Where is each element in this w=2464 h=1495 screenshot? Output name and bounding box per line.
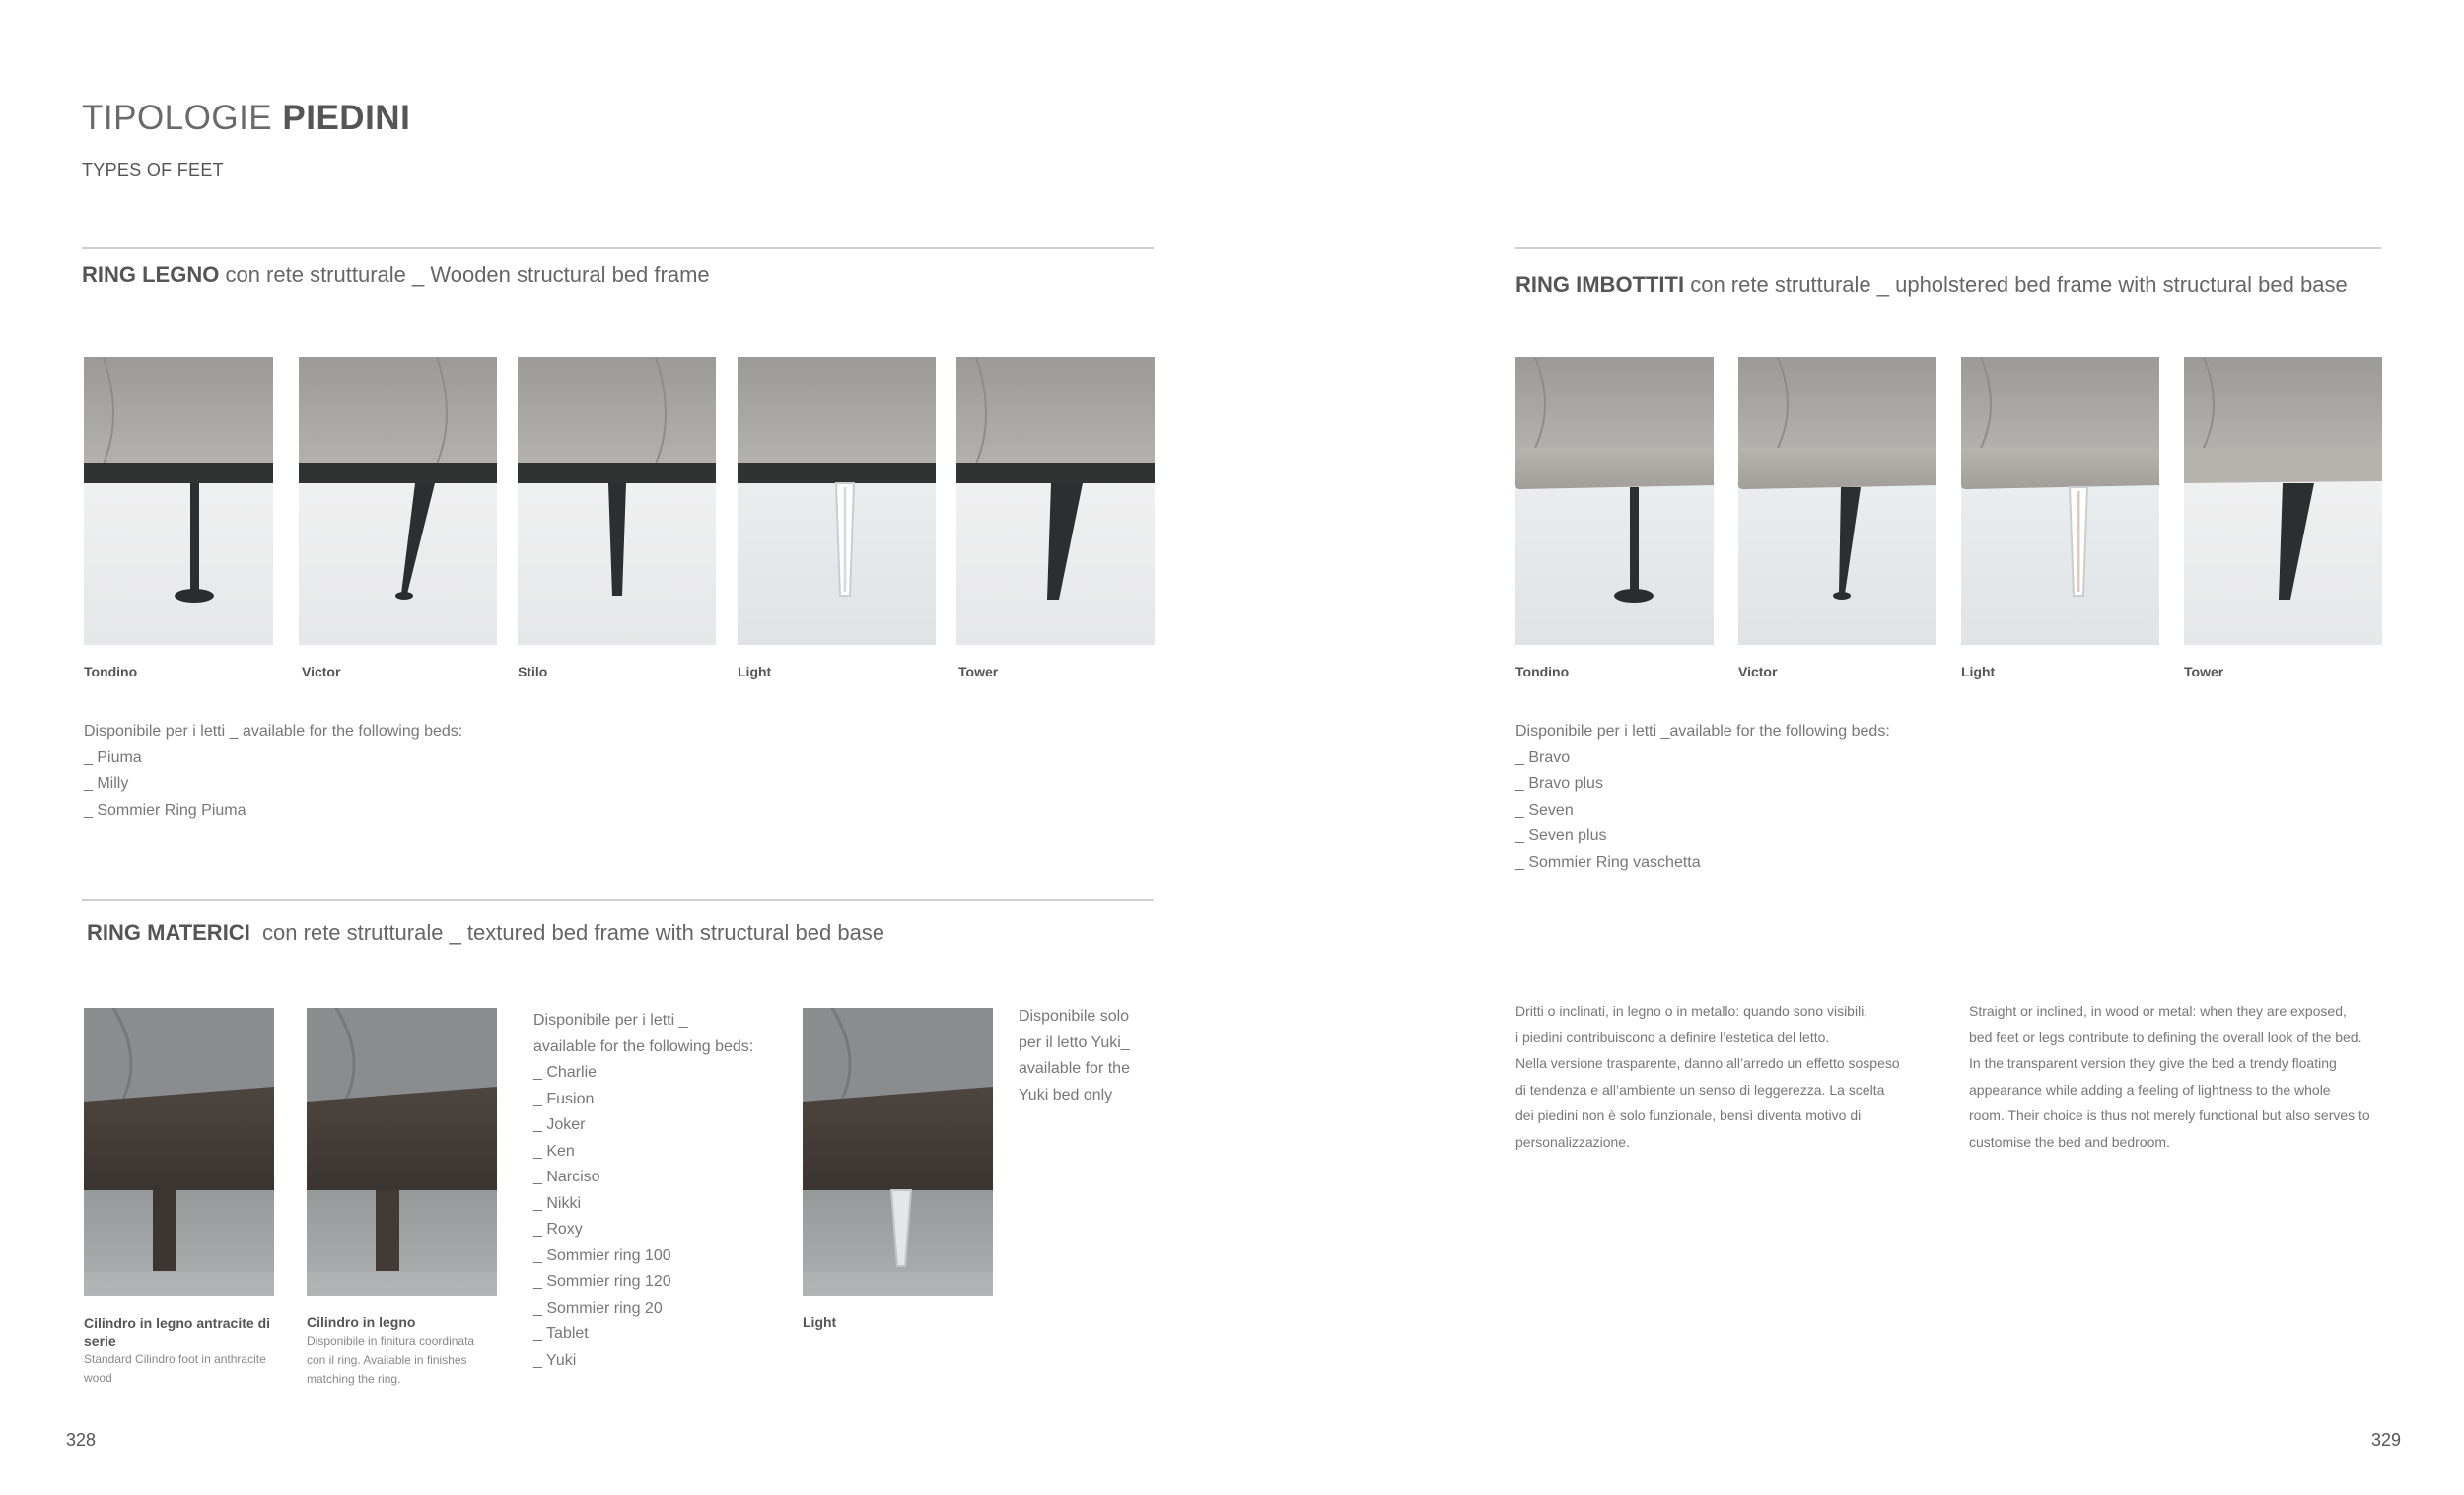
caption-victor: Victor <box>302 664 341 679</box>
caption-light-materici: Light <box>803 1315 837 1330</box>
list-item: _ Yuki <box>533 1351 577 1369</box>
caption-light: Light <box>1961 664 1996 679</box>
list-item: _ Nikki <box>533 1194 582 1212</box>
list-item: _ Fusion <box>533 1090 595 1107</box>
photo-tower-wood <box>956 357 1155 645</box>
availability-list-materici <box>533 1008 753 1374</box>
list-item: _ Seven plus <box>1515 827 1607 844</box>
description-italian <box>1515 998 1949 1155</box>
availability-intro: Disponibile per i letti _ <box>533 1012 688 1029</box>
availability-list-imbottiti <box>1515 719 1890 876</box>
note-cilindro-legno: Disponibile in finitura coordinata con il ring. Available in finishes matching the ring. <box>307 1334 475 1386</box>
yuki-only-note <box>1019 1004 1130 1108</box>
note-line: Yuki bed only <box>1019 1086 1113 1103</box>
photo-victor-upholstered <box>1738 357 1936 645</box>
caption-tower: Tower <box>2184 664 2224 679</box>
photo-cilindro-antracite <box>84 1008 274 1296</box>
title-bold: PIEDINI <box>282 99 411 137</box>
note-line: per il letto Yuki_ <box>1019 1033 1130 1051</box>
paragraph-line: Straight or inclined, in wood or metal: when they are exposed, <box>1969 1003 2347 1019</box>
list-item: _ Roxy <box>533 1221 583 1238</box>
paragraph-line: In the transparent version they give the bed a trendy floating <box>1969 1055 2337 1071</box>
list-item: _ Sommier ring 20 <box>533 1299 663 1317</box>
paragraph-line: customise the bed and bedroom. <box>1969 1133 2170 1150</box>
list-item: _ Bravo plus <box>1515 775 1603 792</box>
page-title <box>82 99 410 138</box>
paragraph-line: room. Their choice is thus not merely functional but also serves to <box>1969 1107 2370 1123</box>
description-english <box>1969 998 2403 1155</box>
list-item: _ Sommier ring 100 <box>533 1246 671 1264</box>
list-item: _ Seven <box>1515 801 1574 819</box>
photo-stilo-wood <box>518 357 716 645</box>
page-number-right: 329 <box>2371 1430 2402 1450</box>
photo-tower-upholstered <box>2184 357 2382 645</box>
paragraph-line: Nella versione trasparente, danno all’arredo un effetto sospeso <box>1515 1055 1900 1071</box>
list-item: _ Piuma <box>84 748 142 766</box>
section-heading-ring-imbottiti <box>1515 272 2348 298</box>
photo-cilindro-legno <box>307 1008 497 1296</box>
section-heading-ring-legno <box>82 262 710 288</box>
section-divider <box>82 247 1154 249</box>
caption-cilindro-antracite: Cilindro in legno antracite di serie <box>84 1316 271 1349</box>
availability-intro: Disponibile per i letti _available for the following beds: <box>1515 723 1890 740</box>
note-line: available for the <box>1019 1060 1130 1077</box>
heading-rest: con rete strutturale _ Wooden structural bed frame <box>225 262 710 287</box>
list-item: _ Sommier Ring vaschetta <box>1515 853 1701 871</box>
paragraph-line: Dritti o inclinati, in legno o in metallo: quando sono visibili, <box>1515 1003 1868 1019</box>
note-line: Disponibile solo <box>1019 1008 1130 1025</box>
heading-bold: RING IMBOTTITI <box>1515 272 1685 297</box>
list-item: _ Sommier ring 120 <box>533 1273 671 1290</box>
paragraph-line: i piedini contribuiscono a definire l’estetica del letto. <box>1515 1029 1830 1045</box>
heading-bold: RING MATERICI <box>87 920 250 945</box>
section-divider <box>82 899 1154 901</box>
list-item: _ Charlie <box>533 1064 598 1081</box>
photo-light-materici <box>803 1008 993 1296</box>
heading-rest: con rete strutturale _ upholstered bed frame with structural bed base <box>1690 272 2348 297</box>
list-item: _ Sommier Ring Piuma <box>84 801 246 819</box>
caption-tondino: Tondino <box>1515 664 1570 679</box>
section-divider <box>1515 247 2381 249</box>
availability-list-legno <box>84 719 462 823</box>
page-number-left: 328 <box>66 1430 97 1450</box>
photo-light-wood <box>738 357 936 645</box>
photo-light-upholstered <box>1961 357 2159 645</box>
paragraph-line: di tendenza e all’ambiente un senso di leggerezza. La scelta <box>1515 1081 1885 1098</box>
list-item: _ Bravo <box>1515 748 1571 766</box>
list-item: _ Ken <box>533 1142 575 1160</box>
paragraph-line: appearance while adding a feeling of lightness to the whole <box>1969 1081 2331 1098</box>
note-cilindro-antracite: Standard Cilindro foot in anthracite wood <box>84 1352 266 1385</box>
list-item: _ Tablet <box>533 1325 589 1342</box>
list-item: _ Narciso <box>533 1169 600 1185</box>
photo-tondino-upholstered <box>1515 357 1714 645</box>
title-light: TIPOLOGIE <box>82 99 273 137</box>
page-subtitle: TYPES OF FEET <box>82 160 224 179</box>
caption-victor: Victor <box>1738 664 1778 679</box>
photo-tondino-wood <box>84 357 273 645</box>
list-item: _ Joker <box>533 1116 586 1133</box>
caption-light: Light <box>738 664 772 679</box>
caption-cilindro-legno: Cilindro in legno <box>307 1315 416 1330</box>
list-item: _ Milly <box>84 775 129 792</box>
availability-intro: Disponibile per i letti _ available for the following beds: <box>84 723 463 740</box>
paragraph-line: personalizzazione. <box>1515 1133 1630 1150</box>
caption-stilo: Stilo <box>518 664 548 679</box>
caption-tower: Tower <box>958 664 999 679</box>
heading-rest: con rete strutturale _ textured bed frame with structural bed base <box>262 920 885 945</box>
paragraph-line: bed feet or legs contribute to defining the overall look of the bed. <box>1969 1029 2362 1045</box>
paragraph-line: dei piedini non è solo funzionale, bensì diventa motivo di <box>1515 1107 1862 1123</box>
availability-intro: available for the following beds: <box>533 1037 754 1055</box>
heading-bold: RING LEGNO <box>82 262 220 287</box>
section-heading-ring-materici <box>87 920 884 946</box>
caption-tondino: Tondino <box>84 664 138 679</box>
photo-victor-wood <box>299 357 497 645</box>
